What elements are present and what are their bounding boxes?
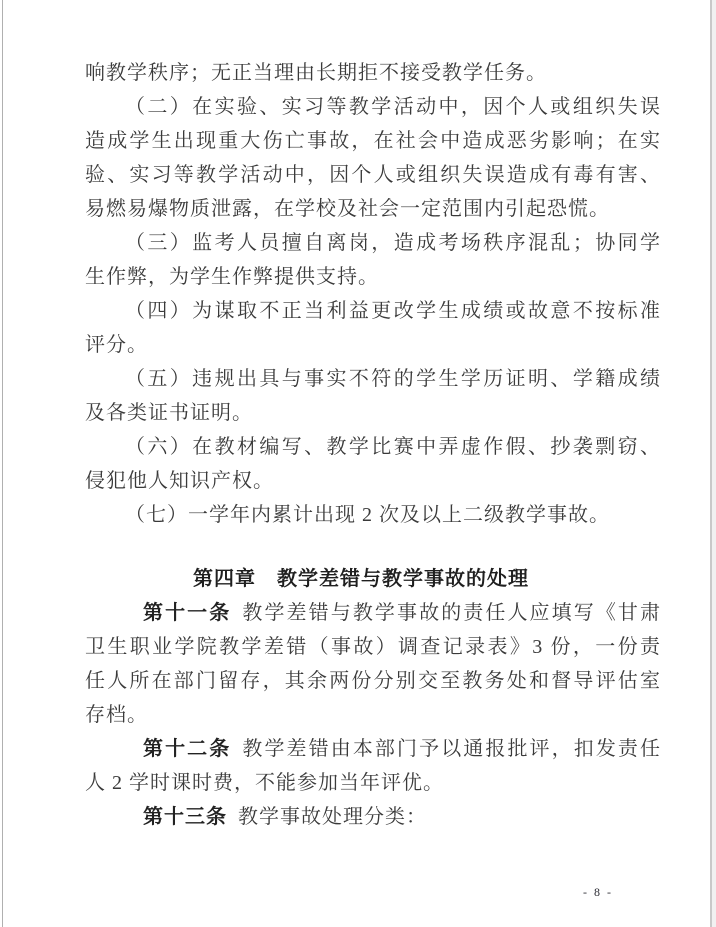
text-line: 响教学秩序；无正当理由长期拒不接受教学任务。: [85, 62, 547, 84]
text-line: （六）在教材编写、教学比赛中弄虚作假、抄袭剽窃、: [125, 436, 661, 458]
article-number: 第十一条: [143, 602, 232, 624]
text-line: （二）在实验、实习等教学活动中，因个人或组织失误: [125, 96, 661, 118]
text-line: 评分。: [85, 334, 148, 356]
text-line: 第十三条 教学事故处理分类：: [143, 806, 427, 828]
text-line: 第十二条 教学差错由本部门予以通报批评，扣发责任: [143, 738, 662, 760]
blank-line: [85, 532, 661, 562]
chapter-heading: 第四章 教学差错与教学事故的处理: [193, 568, 529, 590]
document-content: [85, 0, 661, 834]
text-line: 生作弊，为学生作弊提供支持。: [85, 266, 379, 288]
text-line: （四）为谋取不正当利益更改学生成绩或故意不按标准: [125, 300, 661, 322]
text-line: 造成学生出现重大伤亡事故，在社会中造成恶劣影响；在实: [85, 130, 661, 152]
text-line: 人 2 学时课时费，不能参加当年评优。: [85, 772, 444, 794]
text-line: （七）一学年内累计出现 2 次及以上二级教学事故。: [125, 504, 610, 526]
page-right-shade: [712, 0, 716, 927]
text-line: 易燃易爆物质泄露，在学校及社会一定范围内引起恐慌。: [85, 198, 610, 220]
page-left-edge: [2, 0, 3, 927]
text-line: （三）监考人员擅自离岗，造成考场秩序混乱；协同学: [125, 232, 661, 254]
text-line: 验、实习等教学活动中，因个人或组织失误造成有毒有害、: [85, 164, 661, 186]
text-line: 侵犯他人知识产权。: [85, 470, 274, 492]
text-line: 第十一条 教学差错与教学事故的责任人应填写《甘肃: [143, 602, 662, 624]
article-number: 第十二条: [143, 738, 232, 760]
article-number: 第十三条: [143, 806, 227, 828]
text-line: 存档。: [85, 704, 148, 726]
text-line: 及各类证书证明。: [85, 402, 253, 424]
text-line: （五）违规出具与事实不符的学生学历证明、学籍成绩: [125, 368, 661, 390]
text-line: 任人所在部门留存，其余两份分别交至教务处和督导评估室: [85, 670, 661, 692]
page-number: - 8 -: [583, 885, 613, 899]
text-line: 卫生职业学院教学差错（事故）调查记录表》3 份，一份责: [85, 636, 661, 658]
